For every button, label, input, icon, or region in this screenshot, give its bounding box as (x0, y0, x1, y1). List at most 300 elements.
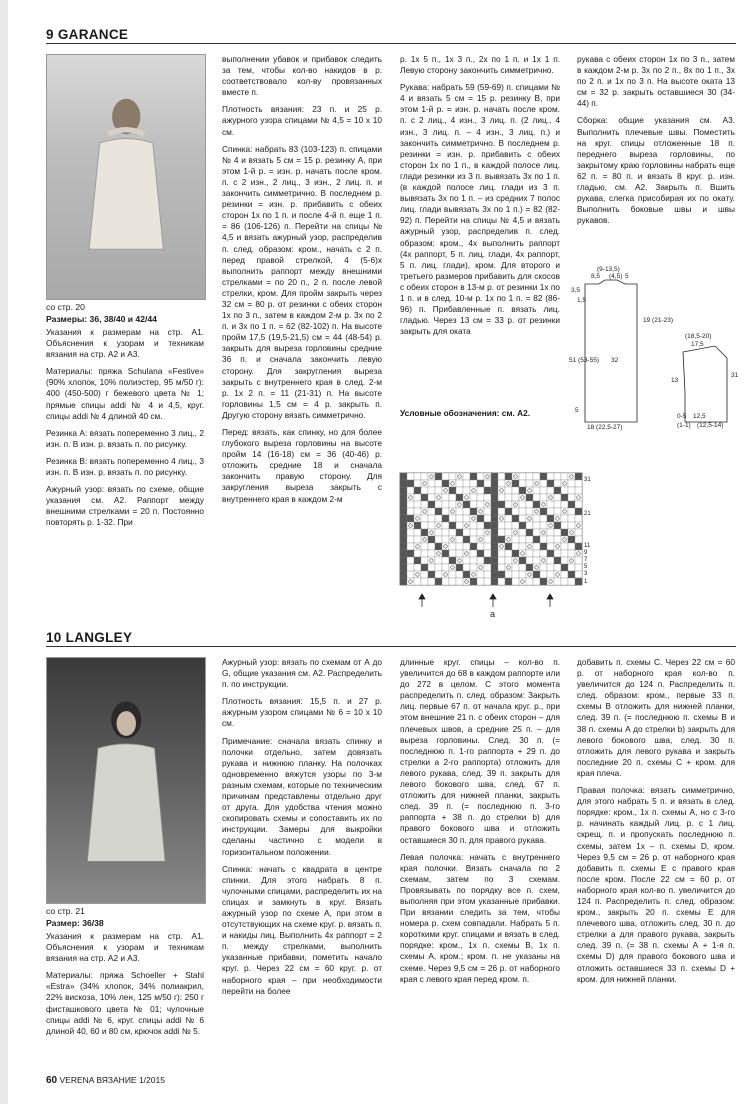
chart-cell (477, 522, 484, 529)
chart-cell (512, 480, 519, 487)
text-block: рукава с обеих сторон 1х по 3 п., затем в каждом 2-м р. 3х по 2 п., 8х по 1 п., 3х по 2 п. и 1х по 3 п. На высоте оката 13 см = 32 р. закрыть оставшиеся 30 (34-44) п. (577, 54, 735, 109)
chart-cell (575, 494, 582, 501)
chart-cell (421, 487, 428, 494)
chart-cell (484, 571, 491, 578)
text-block: р. 1х 5 п., 1х 3 п., 2х по 1 п. и 1х 1 п. Левую сторону закончить симметрично. (400, 54, 560, 76)
chart-cell (533, 473, 540, 480)
chart-cell (442, 501, 449, 508)
chart-cell (547, 564, 554, 571)
chart-cell (449, 515, 456, 522)
chart-cell (456, 522, 463, 529)
chart-cell (554, 501, 561, 508)
chart-cell (561, 473, 568, 480)
chart-cell (484, 480, 491, 487)
chart-cell (456, 487, 463, 494)
chart-cell (470, 508, 477, 515)
chart-cell (505, 494, 512, 501)
chart-cell (463, 578, 470, 585)
chart-cell (477, 543, 484, 550)
chart-cell (547, 571, 554, 578)
chart-arrows (400, 593, 590, 619)
chart-cell (477, 550, 484, 557)
chart-cell (442, 473, 449, 480)
chart-cell (407, 543, 414, 550)
chart-cell (512, 501, 519, 508)
chart-cell (519, 508, 526, 515)
chart-cell (414, 557, 421, 564)
chart-cell (519, 557, 526, 564)
chart-cell (561, 494, 568, 501)
chart-cell (463, 571, 470, 578)
dim-label: 51 (53-55) (569, 357, 599, 364)
chart-cell (568, 487, 575, 494)
chart-cell (554, 494, 561, 501)
model-silhouette-icon (82, 678, 170, 903)
chart-cell (519, 550, 526, 557)
row-number: 1 (584, 579, 588, 585)
chart-cell (407, 501, 414, 508)
chart-cell (512, 522, 519, 529)
chart-cell (561, 564, 568, 571)
chart-cell (491, 508, 498, 515)
chart-cell (547, 501, 554, 508)
chart-cell (568, 501, 575, 508)
chart-cell (428, 543, 435, 550)
chart-cell (505, 473, 512, 480)
chart-cell (554, 536, 561, 543)
section-title-langley: 10 LANGLEY (46, 630, 133, 645)
chart-cell (470, 571, 477, 578)
chart-cell (568, 515, 575, 522)
col3-garance (400, 54, 560, 343)
chart-cell (505, 543, 512, 550)
chart-cell (449, 494, 456, 501)
chart-cell (428, 578, 435, 585)
chart-cell (428, 522, 435, 529)
chart-cell (498, 522, 505, 529)
chart-cell (435, 522, 442, 529)
chart-cell (498, 536, 505, 543)
chart-cell (561, 578, 568, 585)
model-photo-garance (46, 54, 206, 300)
magazine-name: VERENA ВЯЗАНИЕ 1/2015 (59, 1075, 165, 1085)
chart-cell (561, 543, 568, 550)
chart-cell (526, 578, 533, 585)
col2-garance (222, 54, 382, 511)
chart-cell (477, 536, 484, 543)
text-block: Указания к размерам на стр. А1. Объяснения к узорам и техникам вязания на стр. А2 и А3. (46, 327, 204, 360)
chart-cell (400, 564, 407, 571)
chart-cell (512, 543, 519, 550)
dim-label: (12,5-14) (697, 422, 724, 429)
chart-cell (484, 487, 491, 494)
chart-cell (470, 515, 477, 522)
chart-cell (428, 564, 435, 571)
chart-cell (498, 473, 505, 480)
chart-cell (512, 487, 519, 494)
chart-cell (575, 501, 582, 508)
text-block: добавить п. схемы С. Через 22 см = 60 р. от наборного края кол-во п. увеличится до 124 п. Распределить п. след. образом: кром., первые 33 п. схемы В отложить для нижней планки, след. 39 п. (= последнюю п. схемы В и 38 п. схемы А до стрелки b) закрыть для левого бокового шва, след. 30 п. отложить для левого рукава и закрыть последние 20 п. схемы С + кром. для края плеча. (577, 657, 735, 778)
chart-cell (547, 522, 554, 529)
chart-cell (414, 494, 421, 501)
chart-cell (568, 550, 575, 557)
chart-cell (470, 578, 477, 585)
chart-cell (512, 564, 519, 571)
chart-cell (463, 529, 470, 536)
chart-cell (449, 508, 456, 515)
chart-cell (540, 487, 547, 494)
chart-cell (533, 529, 540, 536)
chart-cell (568, 529, 575, 536)
text-block: Плотность вязания: 23 п. и 25 р. ажурного узора спицами № 4,5 = 10 х 10 см. (222, 104, 382, 137)
chart-cell (421, 571, 428, 578)
chart-cell (407, 515, 414, 522)
chart-cell (442, 494, 449, 501)
arrow-up-icon (419, 594, 425, 599)
chart-cell (428, 501, 435, 508)
chart-cell (428, 536, 435, 543)
chart-cell (421, 536, 428, 543)
chart-cell (449, 487, 456, 494)
chart-cell (491, 550, 498, 557)
chart-cell (575, 508, 582, 515)
chart-cell (463, 536, 470, 543)
chart-cell (526, 543, 533, 550)
chart-cell (561, 480, 568, 487)
chart-cell (533, 480, 540, 487)
chart-cell (575, 543, 582, 550)
model-silhouette-icon (82, 75, 170, 299)
legend-note: Условные обозначения: см. А2. (400, 408, 531, 418)
chart-cell (470, 473, 477, 480)
chart-cell (498, 515, 505, 522)
chart-cell (449, 522, 456, 529)
chart-cell (435, 564, 442, 571)
chart-cell (400, 550, 407, 557)
chart-cell (505, 557, 512, 564)
chart-cell (547, 487, 554, 494)
chart-cell (400, 529, 407, 536)
chart-cell (554, 557, 561, 564)
chart-cell (442, 487, 449, 494)
chart-cell (505, 536, 512, 543)
chart-cell (554, 480, 561, 487)
chart-cell (463, 473, 470, 480)
dim-label: 13 (671, 377, 679, 384)
chart-cell (568, 578, 575, 585)
chart-cell (554, 550, 561, 557)
chart-cell (512, 494, 519, 501)
col1-garance (46, 327, 204, 535)
chart-cell (540, 529, 547, 536)
chart-cell (484, 543, 491, 550)
row-number: 3 (584, 571, 588, 577)
dim-label: 5 (575, 407, 579, 414)
chart-cell (533, 550, 540, 557)
chart-cell (463, 480, 470, 487)
chart-cell (519, 536, 526, 543)
chart-cell (456, 501, 463, 508)
chart-cell (526, 529, 533, 536)
chart-cell (477, 529, 484, 536)
chart-cell (526, 501, 533, 508)
chart-cell (519, 480, 526, 487)
dim-label: 8,5 (591, 273, 601, 280)
col3-langley (400, 657, 560, 991)
chart-cell (421, 494, 428, 501)
chart-cell (470, 487, 477, 494)
chart-cell (400, 508, 407, 515)
chart-cell (442, 515, 449, 522)
chart-cell (421, 564, 428, 571)
chart-cell (407, 487, 414, 494)
dim-label: 17,5 (691, 341, 704, 348)
page-number: 60 (46, 1075, 58, 1086)
chart-cell (484, 501, 491, 508)
chart-cell (575, 480, 582, 487)
chart-cell (484, 550, 491, 557)
chart-cell (477, 508, 484, 515)
chart-cell (449, 564, 456, 571)
chart-cell (463, 487, 470, 494)
chart-cell (414, 501, 421, 508)
chart-cell (512, 550, 519, 557)
chart-cell (568, 522, 575, 529)
text-block: Сборка: общие указания см. А3. Выполнить плечевые швы. Поместить на круг. спицы отложенные 18 п. переднего выреза горловины, по закрытому краю горловины набрать еще 62 п. = 80 п. и вязать 8 круг. р. изн. гладью, см. А2. Закрыть п. Вшить рукава, слегка присобирая их по окату. Выполнить боковые швы и швы рукавов. (577, 115, 735, 226)
chart-cell (491, 564, 498, 571)
chart-cell (568, 557, 575, 564)
chart-cell (540, 501, 547, 508)
chart-cell (547, 550, 554, 557)
chart-cell (477, 473, 484, 480)
chart-cell (435, 480, 442, 487)
chart-cell (491, 578, 498, 585)
chart-cell (407, 578, 414, 585)
dim-label: 32 (611, 357, 619, 364)
chart-label-a: a (490, 609, 496, 619)
chart-cell (484, 473, 491, 480)
chart-cell (505, 522, 512, 529)
chart-cell (442, 536, 449, 543)
chart-cell (547, 543, 554, 550)
chart-cell (512, 557, 519, 564)
chart-cell (428, 550, 435, 557)
chart-cell (421, 508, 428, 515)
chart-cell (435, 515, 442, 522)
chart-cell (512, 508, 519, 515)
section-rule (46, 43, 736, 44)
chart-cell (456, 529, 463, 536)
chart-cell (407, 571, 414, 578)
dim-label: 19 (21-23) (643, 317, 673, 324)
chart-cell (505, 564, 512, 571)
page-edge (0, 0, 8, 1104)
chart-cell (428, 529, 435, 536)
chart-cell (477, 564, 484, 571)
text-block: Ажурный узор: вязать по схеме, общие указания см. А2. Раппорт между внешними стрелками = 20 п. Постоянно повторять р. 1-32. При (46, 484, 204, 528)
row-number: 5 (584, 564, 588, 570)
chart-cell (547, 473, 554, 480)
chart-cell (533, 571, 540, 578)
chart-cell (463, 515, 470, 522)
chart-cell (400, 501, 407, 508)
chart-cell (533, 515, 540, 522)
chart-cell (407, 557, 414, 564)
chart-cell (575, 529, 582, 536)
chart-cell (421, 557, 428, 564)
text-block: Резинка А: вязать попеременно 3 лиц., 2 изн. п. В изн. р. вязать п. по рисунку. (46, 427, 204, 449)
text-block: длинные круг. спицы – кол-во п. увеличится до 68 в каждом раппорте или до 272 в целом. С этого момента распределить п. след. образом: Закрыть лиц. первые 67 п. от начала круг. р., при этом внешние 21 п. с обеих сторон – для плечевых швов, а средние 25 п. – для выреза горловины. След. 30 п. (= последнюю п. 1-го раппорта + 29 п. до стрелки а 2-го раппорта) отложить для левого рукава, след. 39 п. закрыть для левого бокового шва, след. 67 п. отложить для нижней планки, закрыть след. 39 п. (= последнюю п. 3-го раппорта + 38 п. до стрелки b) для правого бокового шва и отложить оставшиеся 30 п. для правого рукава. (400, 657, 560, 845)
chart-cell (519, 529, 526, 536)
chart-cell (547, 508, 554, 515)
chart-cell (498, 480, 505, 487)
chart-cell (575, 473, 582, 480)
chart-cell (540, 522, 547, 529)
row-number: 31 (584, 477, 591, 483)
chart-cell (442, 557, 449, 564)
chart-cell (519, 571, 526, 578)
chart-cell (547, 529, 554, 536)
chart-cell (484, 564, 491, 571)
text-block: Правая полочка: вязать симметрично, для этого набрать 5 п. и вязать в след. порядке: кром., 1х п. схемы А, но с 3-го р. начинать каждый лиц. р. с 1 лиц. скрещ. п. и пропускать последнюю п. схемы, затем 1х – п. схемы D, кром. Через 9,5 см = 26 р. от наборного края добавить п. схемы Е с правого края после кром. После 22 см = 60 р. от наборного края кол-во п. увеличится до 124 п. Распределить п. след. образом: кром., закрыть 20 п. схемы Е для плечевого шва, отложить след. 30 п. до стрелки а для правого рукава, закрыть след. 39 п. (= 38 п. схемы А + 1-я п. схемы D) для правого бокового шва и отложить оставшиеся 33 п. схемы D + кром. для нижней планки. (577, 785, 735, 984)
chart-cell (414, 515, 421, 522)
chart-cell (554, 578, 561, 585)
chart-cell (435, 487, 442, 494)
chart-cell (421, 480, 428, 487)
chart-cell (414, 473, 421, 480)
chart-cell (554, 529, 561, 536)
chart-cell (568, 508, 575, 515)
chart-cell (540, 571, 547, 578)
chart-cell (463, 557, 470, 564)
chart-cell (456, 480, 463, 487)
chart-cell (407, 529, 414, 536)
chart-cell (407, 494, 414, 501)
chart-cell (414, 543, 421, 550)
chart-cell (505, 480, 512, 487)
chart-cell (442, 508, 449, 515)
chart-cell (491, 543, 498, 550)
chart-cell (414, 536, 421, 543)
chart-cell (533, 564, 540, 571)
chart-cell (540, 536, 547, 543)
chart-cell (526, 550, 533, 557)
chart-cell (498, 543, 505, 550)
chart-cell (484, 522, 491, 529)
chart-cell (456, 515, 463, 522)
chart-cell (498, 571, 505, 578)
chart-cell (526, 508, 533, 515)
chart-cell (554, 515, 561, 522)
text-block: Спинка: набрать 83 (103-123) п. спицами № 4 и вязать 5 см = 15 р. резинку А, при этом 1-й р. = изн. р. начать после кром. п. с 2 изн., 2 лиц., 3 изн., 2 лиц. п. и закончить симметрично. В последнем р. резинки = изн. р. прибавить с обеих сторон 1х по 1 п. и после 4-й п. еще 1 п. = 86 (106-126) п. Перейти на спицы № 4,5 и вязать ажурный узор, распределив п. след. образом: кром., начать с 2 п. перед правой стрелкой, 4 (5-6)х выполнить раппорт между внешними стрелками = по 20 п., 2 п. после левой стрелки, кром. Для пройм закрыть через 32 см = 80 р. от резинки с обеих сторон 1х по 3 п., затем в каждом 2-м р. 3х по 2 п. и 3х по 1 п. = 62 (82-102) п. На высоте пройм 17,5 (19,5-21,5) см = 44 (48-54) р. закрыть для выреза горловины средние 36 п. и сначала закончить левую сторону. Для закругления выреза закрыть с внутреннего края в след. 2-м р. 1х 2 п. = 11 (21-31) п. На высоте горловины 1,5 см = 4 р. закрыть п. Другую сторону вязать симметрично. (222, 143, 382, 420)
chart-cell (414, 550, 421, 557)
sizes-langley: Размер: 36/38 (46, 918, 104, 928)
chart-cell (435, 536, 442, 543)
chart-cell (491, 536, 498, 543)
chart-cell (519, 487, 526, 494)
dim-label: 0-5 (677, 413, 687, 420)
dim-label: 31 (731, 372, 739, 379)
chart-cell (477, 571, 484, 578)
chart-cell (568, 564, 575, 571)
chart-cell (519, 494, 526, 501)
chart-cell (414, 508, 421, 515)
chart-cell (435, 571, 442, 578)
chart-cell (442, 543, 449, 550)
chart-cell (575, 522, 582, 529)
chart-cell (428, 480, 435, 487)
chart-cell (477, 494, 484, 501)
chart-cell (400, 487, 407, 494)
chart-cell (400, 571, 407, 578)
chart-cell (484, 494, 491, 501)
chart-cell (561, 536, 568, 543)
chart-cell (442, 480, 449, 487)
sizes-garance: Размеры: 36, 38/40 и 42/44 (46, 314, 157, 324)
row-number: 9 (584, 550, 588, 556)
chart-cell (484, 557, 491, 564)
chart-cell (547, 480, 554, 487)
chart-cell (428, 473, 435, 480)
chart-cell (505, 578, 512, 585)
chart-cell (456, 557, 463, 564)
chart-cell (540, 480, 547, 487)
chart-cell (449, 480, 456, 487)
chart-cell (561, 515, 568, 522)
chart-cell (414, 487, 421, 494)
chart-cell (470, 529, 477, 536)
knitting-chart (400, 473, 590, 595)
chart-cell (421, 473, 428, 480)
arrow-up-icon (490, 594, 496, 599)
chart-cell (540, 550, 547, 557)
chart-cell (519, 515, 526, 522)
chart-cell (561, 550, 568, 557)
chart-cell (463, 501, 470, 508)
chart-cell (463, 508, 470, 515)
chart-cell (449, 536, 456, 543)
chart-cell (435, 550, 442, 557)
chart-cell (575, 578, 582, 585)
chart-cell (540, 578, 547, 585)
chart-cell (435, 501, 442, 508)
chart-cell (526, 557, 533, 564)
chart-cell (470, 550, 477, 557)
chart-cell (533, 508, 540, 515)
chart-cell (414, 522, 421, 529)
dim-label: (4,5) (609, 273, 623, 280)
dim-label: 3,5 (571, 287, 581, 294)
text-block: выполнении убавок и прибавок следить за тем, чтобы кол-во накидов в р. соответствовало кол-ву провязанных вместе п. (222, 54, 382, 98)
chart-cell (421, 522, 428, 529)
chart-cell (505, 529, 512, 536)
chart-cell (449, 473, 456, 480)
dim-label: (9-13,5) (597, 266, 620, 273)
chart-cell (491, 515, 498, 522)
chart-cell (512, 529, 519, 536)
chart-cell (498, 494, 505, 501)
chart-cell (526, 480, 533, 487)
chart-cell (575, 564, 582, 571)
chart-cell (533, 487, 540, 494)
chart-cell (400, 480, 407, 487)
chart-cell (470, 480, 477, 487)
chart-cell (540, 557, 547, 564)
chart-cell (561, 529, 568, 536)
col1-langley (46, 931, 204, 1043)
text-block: Перед: вязать, как спинку, но для более глубокого выреза горловины на высоте пройм 14 (16-18) см = 36 (40-46) р. отложить средние 18 и сначала закончить правую сторону. Для закругления выреза закрыть с внутреннего края в каждом 2-м (222, 427, 382, 504)
chart-cell (456, 473, 463, 480)
